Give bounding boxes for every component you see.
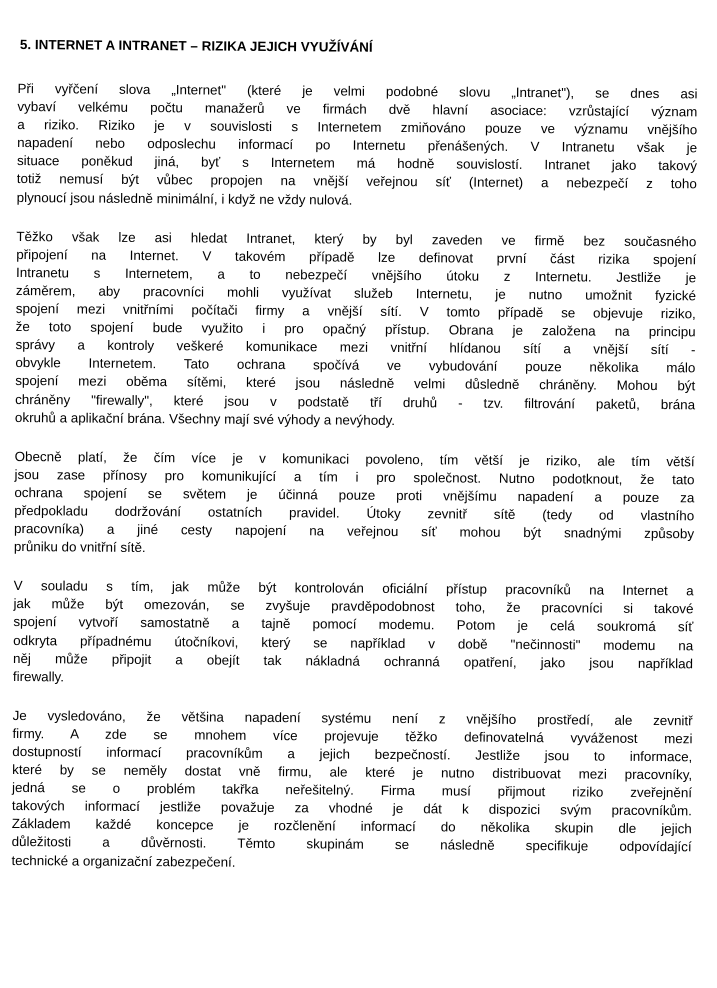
- text-line: připojení na Internet. V takovém případě lze definovat první část rizika spojení: [16, 246, 697, 268]
- text-line: a riziko. Riziko je v souvislosti s Internetem zmiňováno pouze ve významu vnějšího: [17, 117, 698, 138]
- text-line: správy a kontroly veškeré komunikace mezi vnitřní hlídanou sítí a vnější sítí -: [15, 337, 696, 358]
- paragraph-4: [13, 577, 694, 691]
- text-line: předpokladu dodržování ostatních pravidel. Útoky zevnitř sítě (tedy od vlastního: [14, 502, 695, 524]
- text-line: jak může být omezován, se zvyšuje pravděpodobnost toho, že pracovníci si takové: [13, 596, 694, 617]
- text-line: spojení mezi vnitřními počítači firmy a vnější sítí. V tomto případě se objevuje riziko,: [15, 301, 696, 322]
- text-line: Obecně platí, že čím více je v komunikaci povoleno, tím větší je riziko, ale tím větší: [14, 448, 695, 470]
- text-line: takových informací jestliže považuje za vhodné je dát k dispozici svým pracovníkům.: [11, 798, 692, 819]
- paragraph-2: [15, 228, 697, 432]
- text-line: totiž nemusí být vůbec propojen na vnější veřejnou síť (Internet) a nebezpečí z toho: [16, 171, 697, 192]
- text-line: záměrem, aby pracovníci mohli využívat služeb Internetu, je nutno umožnit fyzické: [15, 282, 696, 304]
- text-line: že toto spojení bude využito i pro opačný přístup. Obrana je založena na principu: [15, 319, 696, 340]
- text-line: napadení nebo odposlechu informací po Internetu přenášených. V Intranetu však je: [17, 135, 698, 156]
- text-line: dostupností informací pracovníkům a jejich bezpečností. Jestliže jsou to informace,: [12, 743, 693, 765]
- text-line: Intranetu s Internetem, a to nebezpečí vnějšího útoku z Internetu. Jestliže je: [16, 264, 697, 286]
- paragraph-1: [17, 80, 698, 212]
- text-line: ochrana spojení se světem je účinná pouze proti vnějšímu napadení a pouze za: [14, 484, 695, 506]
- text-line: firewally.: [12, 668, 65, 685]
- text-line: pracovníka) a jiné cesty napojení na veřejnou síť mohou být snadnými způsoby: [14, 521, 695, 542]
- text-line: jsou zase přínosy pro komunikující a tím i pro společnost. Nutno podotknout, že tato: [14, 466, 695, 488]
- paragraph-3: [14, 448, 695, 562]
- text-line: V souladu s tím, jak může být kontrolován oficiální přístup pracovníků na Internet a: [13, 578, 694, 599]
- text-line: obvykle Internetem. Tato ochrana spočívá ve vybudování pouze několika málo: [15, 355, 696, 376]
- text-line: plynoucí jsou následně minimální, i když ne vždy nulová.: [16, 189, 353, 208]
- text-line: Při vyřčení slova „Internet" (které je velmi podobné slovu „Intranet"), se dnes asi: [17, 80, 698, 102]
- text-line: situace poněkud jiná, byť s Internetem má hodně souvislostí. Intranet jako takový: [16, 153, 698, 174]
- paragraph-5: [11, 707, 692, 875]
- text-line: spojení mezi oběma sítěmi, které jsou následně velmi důsledně chráněny. Mohou být: [15, 373, 696, 394]
- text-line: důležitosti a důvěrnosti. Těmto skupinám se následně specifikuje odpovídající: [11, 834, 692, 855]
- text-line: firmy. A zde se mnohem více projevuje těžko definovatelná vyváženost mezi: [12, 725, 693, 747]
- text-line: něj může připojit a obejít tak nákladná ochranná opatření, jako jsou například: [13, 650, 694, 671]
- text-line: okruhů a aplikační brána. Všechny mají své výhody a nevýhody.: [14, 409, 396, 428]
- text-line: Je vysledováno, že většina napadení systému není z vnějšího prostředí, ale zevnitř: [12, 707, 693, 729]
- text-line: jedná se o problém takřka neřešitelný. Firma musí přijmout riziko zveřejnění: [11, 780, 693, 801]
- text-line: Těžko však lze asi hledat Intranet, který by byl zaveden ve firmě bez současného: [16, 228, 697, 249]
- text-line: Základem každé koncepce je rozčlenění informací do několika skupin dle jejich: [11, 816, 692, 837]
- text-line: které by se neměly dostat vně firmu, ale které je nutno distribuovat mezi pracovníky,: [12, 762, 693, 783]
- text-line: odkryta případnému útočníkovi, který se například v době "nečinnosti" modemu na: [13, 632, 694, 653]
- text-line: vybaví velkému počtu manažerů ve firmách dvě hlavní asociace: vzrůstající význam: [17, 99, 698, 120]
- text-line: chráněny "firewally", které jsou v podstatě tří druhů - tzv. filtrování paketů, brána: [15, 391, 696, 412]
- text-line: průniku do vnitřní sítě.: [13, 539, 146, 556]
- document-page: [11, 30, 698, 896]
- text-line: technické a organizační zabezpečení.: [11, 852, 236, 870]
- document-title: 5. INTERNET A INTRANET – RIZIKA JEJICH VYUŽÍVÁNÍ: [19, 37, 373, 55]
- text-line: spojení vytvoří samostatně a tajně pomocí modemu. Potom je celá soukromá síť: [13, 614, 694, 635]
